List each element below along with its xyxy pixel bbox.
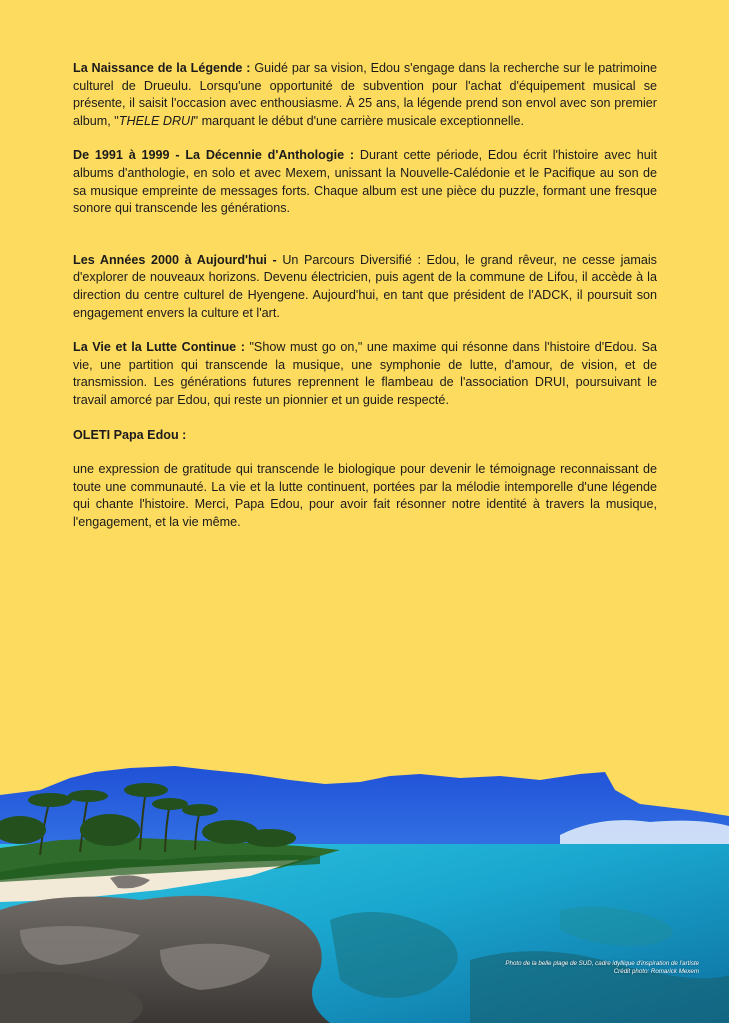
section-title: De 1991 à 1999 - La Décennie d'Anthologie : — [73, 148, 355, 163]
section-body-end: " marquant le début d'une carrière musicale exceptionnelle. — [193, 113, 524, 128]
section-title: La Naissance de la Légende : — [73, 61, 251, 75]
article-text — [73, 60, 657, 531]
beach-photo — [0, 760, 729, 1023]
section-body: Un Parcours Diversifié : Edou, le grand rêveur, ne cesse jamais d'explorer de nouveaux horizons. Devenu électricien, puis agent de la commune de Lifou, il accède à la direction du centre culturel de Hyengene. Aujourd'hui, en tant que président de l'ADCK, il poursuit son engagement envers la culture et l'art. — [73, 252, 657, 320]
photo-credit — [505, 960, 699, 976]
section-annees-2000 — [73, 252, 657, 322]
section-body: Guidé par sa vision, Edou s'engage dans la recherche sur le patrimoine culturel de Drueulu. Lorsqu'une opportunité de subvention pour l'achat d'équipement musical se présente, il saisit l'occasion avec enthousiasme. À 25 ans, la légende prend son envol avec son premier album, " — [73, 61, 657, 128]
photo-caption: Photo de la belle plage de SUD, cadre idyllique d'inspiration de l'artiste — [505, 960, 699, 967]
section-title: OLETI Papa Edou : — [73, 427, 187, 442]
section-body: Durant cette période, Edou écrit l'histoire avec huit albums d'anthologie, en solo et avec Mexem, unissant la Nouvelle-Calédonie et le Pacifique au son de sa musique empreinte de messages forts. Chaque album est une pièce du puzzle, formant une fresque sonore qui transcende les générations. — [73, 148, 658, 216]
section-body: "Show must go on," une maxime qui résonne dans l'histoire d'Edou. Sa vie, une partition qui transcende la musique, une symphonie de lutte, d'amour, de vision, et de transmission. Les générations futures reprennent le flambeau de l'association DRUI, poursuivant le travail amorcé par Edou, qui reste un pionnier et un guide respecté. — [73, 340, 657, 407]
photo-credit-line: Crédit photo: Romarick Mexem — [613, 968, 699, 975]
section-naissance — [73, 60, 657, 130]
section-title: Les Années 2000 à Aujourd'hui - — [73, 252, 277, 267]
section-title: La Vie et la Lutte Continue : — [73, 340, 245, 355]
section-decennie — [73, 147, 657, 217]
closing-paragraph: une expression de gratitude qui transcende le biologique pour devenir le témoignage reconnaissant de toute une communauté. La vie et la lutte continuent, portées par la mélodie intemporelle d'une légende qui chante l'histoire. Merci, Papa Edou, pour avoir fait résonner notre identité à travers la musique, l'engagement, et la vie même. — [73, 462, 657, 529]
section-vie-lutte — [73, 339, 657, 409]
section-oleti — [73, 427, 657, 445]
album-title: THELE DRUI — [118, 113, 194, 128]
